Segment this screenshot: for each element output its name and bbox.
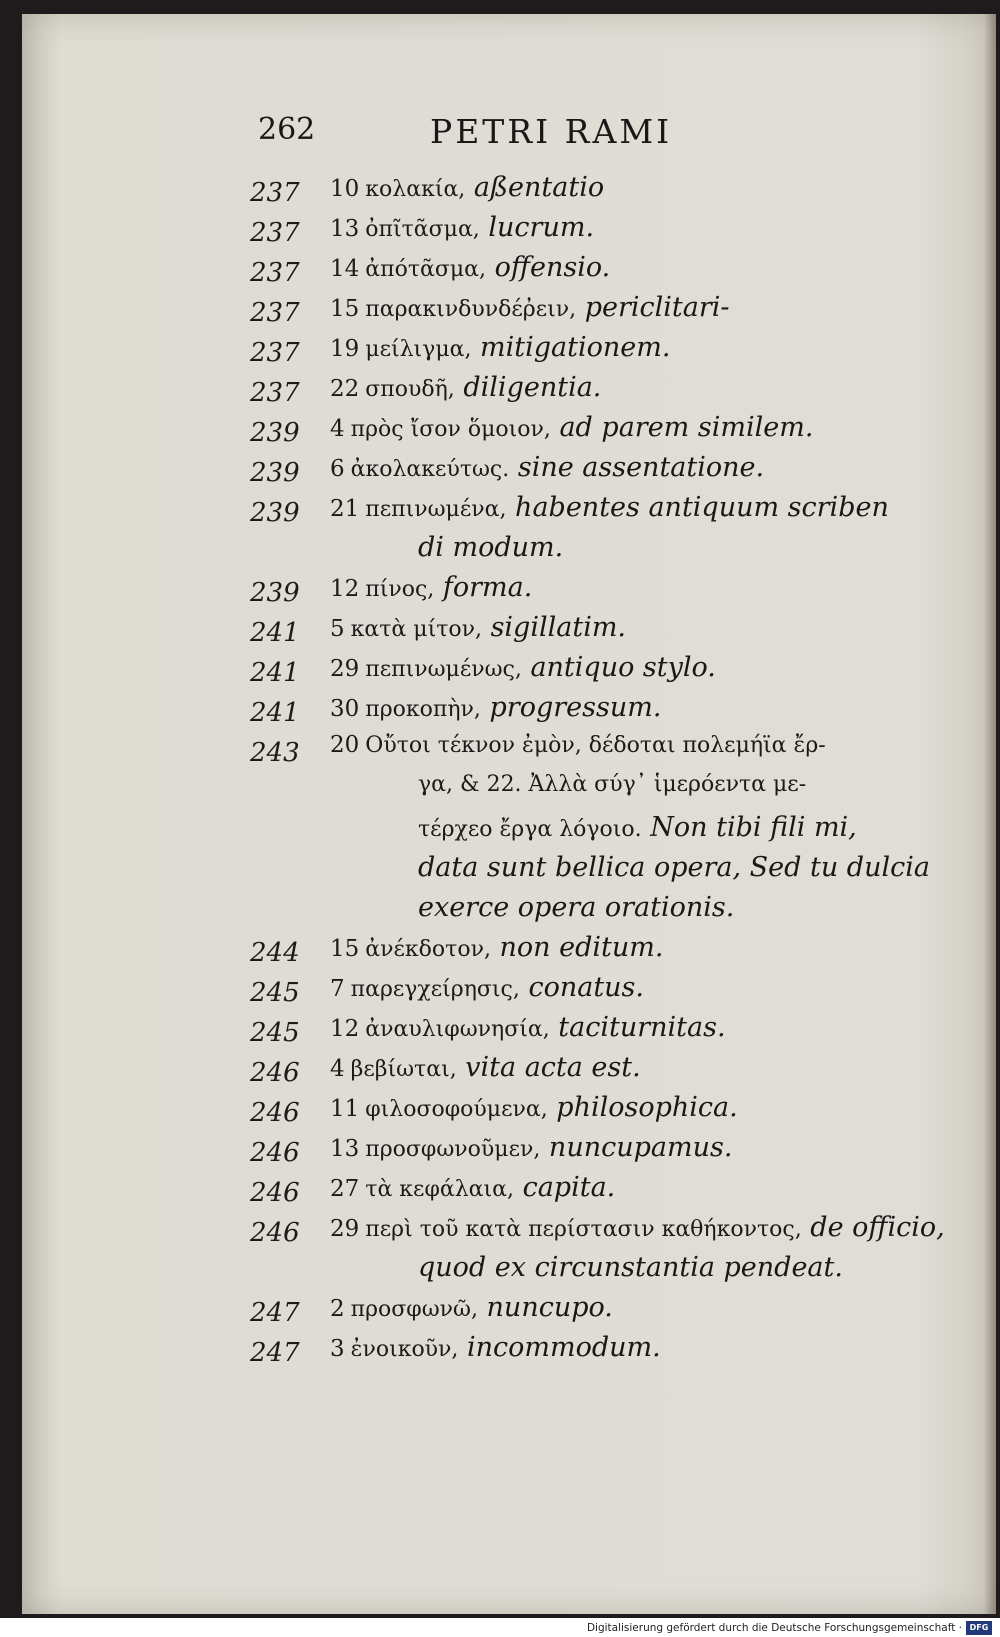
line-number: 13 <box>330 1136 360 1162</box>
line-number: 2 <box>330 1296 345 1322</box>
line-number: 10 <box>330 176 360 202</box>
greek-term: ἀναυλιφωνησία, <box>365 1017 550 1042</box>
line-number: 29 <box>330 1216 360 1242</box>
entry-line <box>330 1332 661 1363</box>
latin-gloss: di modum. <box>418 532 564 563</box>
greek-term: μείλιγμα, <box>365 337 472 362</box>
latin-gloss: progressum. <box>480 692 662 723</box>
entry-line <box>330 612 626 643</box>
line-number: 22 <box>330 376 360 402</box>
greek-term: τέρχεο ἔργα λόγοιο. <box>418 817 642 842</box>
entry-line <box>330 292 730 323</box>
line-number: 30 <box>330 696 360 722</box>
entry-line <box>330 452 764 483</box>
greek-term: σπουδῆ, <box>365 377 455 402</box>
greek-term: ἀνέκδοτον, <box>365 937 491 962</box>
line-number: 7 <box>330 976 345 1002</box>
greek-term: φιλοσοφούμενα, <box>365 1097 548 1122</box>
entry-line <box>330 412 813 443</box>
entry-page-ref: 244 <box>250 938 300 968</box>
digitization-footer <box>587 1620 992 1636</box>
greek-term: ὀπῖτᾶσμα, <box>365 217 480 242</box>
entry-line <box>418 812 857 843</box>
line-number: 11 <box>330 1096 360 1122</box>
entry-line <box>418 532 563 563</box>
latin-gloss: taciturnitas. <box>549 1012 726 1043</box>
line-number: 15 <box>330 296 360 322</box>
entry-page-ref: 246 <box>250 1218 300 1248</box>
line-number: 27 <box>330 1176 360 1202</box>
dfg-logo: DFG <box>966 1621 992 1635</box>
entry-page-ref: 245 <box>250 978 300 1008</box>
latin-gloss: diligentia. <box>454 372 602 403</box>
entry-page-ref: 246 <box>250 1098 300 1128</box>
entry-line <box>330 212 594 243</box>
entry-line <box>330 492 889 523</box>
line-number: 12 <box>330 1016 360 1042</box>
entry-line <box>330 1052 641 1083</box>
latin-gloss: ad parem similem. <box>550 412 814 443</box>
line-number: 4 <box>330 1056 345 1082</box>
entry-page-ref: 241 <box>250 618 300 648</box>
latin-gloss: vita acta est. <box>456 1052 641 1083</box>
greek-term: κολακία, <box>365 177 466 202</box>
entry-line <box>330 652 716 683</box>
entry-line <box>418 772 806 797</box>
line-number: 15 <box>330 936 360 962</box>
entry-line <box>330 572 532 603</box>
greek-term: ἀπότᾶσμα, <box>365 257 487 282</box>
entry-page-ref: 239 <box>250 498 300 528</box>
line-number: 5 <box>330 616 345 642</box>
greek-term: παρακινδυνδέῤειν, <box>365 297 577 322</box>
line-number: 21 <box>330 496 360 522</box>
entry-page-ref: 239 <box>250 458 300 488</box>
entry-page-ref: 246 <box>250 1138 300 1168</box>
line-number: 29 <box>330 656 360 682</box>
entry-line <box>330 732 826 758</box>
latin-gloss: offensio. <box>486 252 611 283</box>
latin-gloss: sigillatim. <box>481 612 627 643</box>
latin-gloss: forma. <box>434 572 533 603</box>
footer-credit: Digitalisierung gefördert durch die Deutsche Forschungsgemeinschaft · <box>586 1622 962 1634</box>
entry-line <box>330 972 644 1003</box>
line-number: 12 <box>330 576 360 602</box>
greek-term: πρὸς ἴσον ὅμοιον, <box>350 417 551 442</box>
greek-term: γα, & 22. Ἀλλὰ σύγ᾽ ἱμερόεντα με- <box>418 772 807 797</box>
greek-term: ἐνοικοῦν, <box>350 1337 459 1362</box>
latin-gloss: philosophica. <box>547 1092 738 1123</box>
entry-line <box>330 932 663 963</box>
entry-line <box>330 372 601 403</box>
latin-gloss: nuncupamus. <box>540 1132 733 1163</box>
entry-page-ref: 241 <box>250 658 300 688</box>
latin-gloss: non editum. <box>490 932 664 963</box>
latin-gloss: exerce opera orationis. <box>418 892 735 923</box>
entry-line <box>330 332 670 363</box>
latin-gloss: quod ex circunstantia pendeat. <box>418 1252 843 1283</box>
entry-page-ref: 237 <box>250 178 300 208</box>
entry-page-ref: 247 <box>250 1338 300 1368</box>
entry-page-ref: 237 <box>250 338 300 368</box>
entry-line <box>330 1172 615 1203</box>
line-number: 4 <box>330 416 345 442</box>
greek-term: πίνος, <box>365 577 435 602</box>
latin-gloss: de officio, <box>801 1212 945 1243</box>
entry-line <box>418 852 930 883</box>
latin-gloss: lucrum. <box>479 212 595 243</box>
entry-page-ref: 243 <box>250 738 300 768</box>
greek-term: προσφωνοῦμεν, <box>365 1137 541 1162</box>
entry-page-ref: 247 <box>250 1298 300 1328</box>
entry-page-ref: 241 <box>250 698 300 728</box>
line-number: 13 <box>330 216 360 242</box>
entry-page-ref: 237 <box>250 298 300 328</box>
entry-line <box>330 692 661 723</box>
entry-page-ref: 246 <box>250 1178 300 1208</box>
entry-page-ref: 239 <box>250 418 300 448</box>
running-title: PETRI RAMI <box>430 112 673 151</box>
line-number: 19 <box>330 336 360 362</box>
entry-line <box>330 1292 613 1323</box>
latin-gloss: capita. <box>514 1172 616 1203</box>
greek-term: Οὔτοι τέκνον ἐμὸν, δέδοται πολεμήϊα ἔρ- <box>365 733 826 758</box>
greek-term: παρεγχείρησις, <box>350 977 520 1002</box>
latin-gloss: periclitari- <box>576 292 730 323</box>
entry-line <box>330 252 610 283</box>
latin-gloss: data sunt bellica opera, Sed tu dulcia <box>418 852 930 883</box>
line-number: 20 <box>330 732 360 758</box>
greek-term: περὶ τοῦ κατὰ περίστασιν καθήκοντος, <box>365 1217 802 1242</box>
latin-gloss: sine assentatione. <box>509 452 765 483</box>
entry-page-ref: 237 <box>250 378 300 408</box>
line-number: 6 <box>330 456 345 482</box>
latin-gloss: aßentatio <box>465 172 605 203</box>
greek-term: προσφωνῶ, <box>350 1297 478 1322</box>
entry-line <box>330 1092 738 1123</box>
entry-page-ref: 246 <box>250 1058 300 1088</box>
greek-term: προκοπὴν, <box>365 697 481 722</box>
latin-gloss: mitigationem. <box>471 332 671 363</box>
line-number: 3 <box>330 1336 345 1362</box>
entry-line <box>330 1212 945 1243</box>
latin-gloss: antiquo stylo. <box>521 652 716 683</box>
entry-line <box>418 1252 843 1283</box>
greek-term: κατὰ μίτον, <box>350 617 482 642</box>
latin-gloss: habentes antiquum scriben <box>506 492 889 523</box>
greek-term: ἀκολακεύτως. <box>350 457 510 482</box>
greek-term: πεπινωμένως, <box>365 657 522 682</box>
entry-page-ref: 237 <box>250 258 300 288</box>
entry-line <box>330 1012 726 1043</box>
latin-gloss: nuncupo. <box>477 1292 613 1323</box>
entry-page-ref: 237 <box>250 218 300 248</box>
page-number: 262 <box>258 112 316 147</box>
entry-line <box>418 892 734 923</box>
entry-line <box>330 172 604 203</box>
latin-gloss: conatus. <box>519 972 644 1003</box>
line-number: 14 <box>330 256 360 282</box>
latin-gloss: Non tibi fili mi, <box>641 812 857 843</box>
entry-line <box>330 1132 732 1163</box>
greek-term: βεβίωται, <box>350 1057 457 1082</box>
greek-term: πεπινωμένα, <box>365 497 507 522</box>
entry-page-ref: 245 <box>250 1018 300 1048</box>
latin-gloss: incommodum. <box>458 1332 661 1363</box>
greek-term: τὰ κεφάλαια, <box>365 1177 514 1202</box>
entry-page-ref: 239 <box>250 578 300 608</box>
